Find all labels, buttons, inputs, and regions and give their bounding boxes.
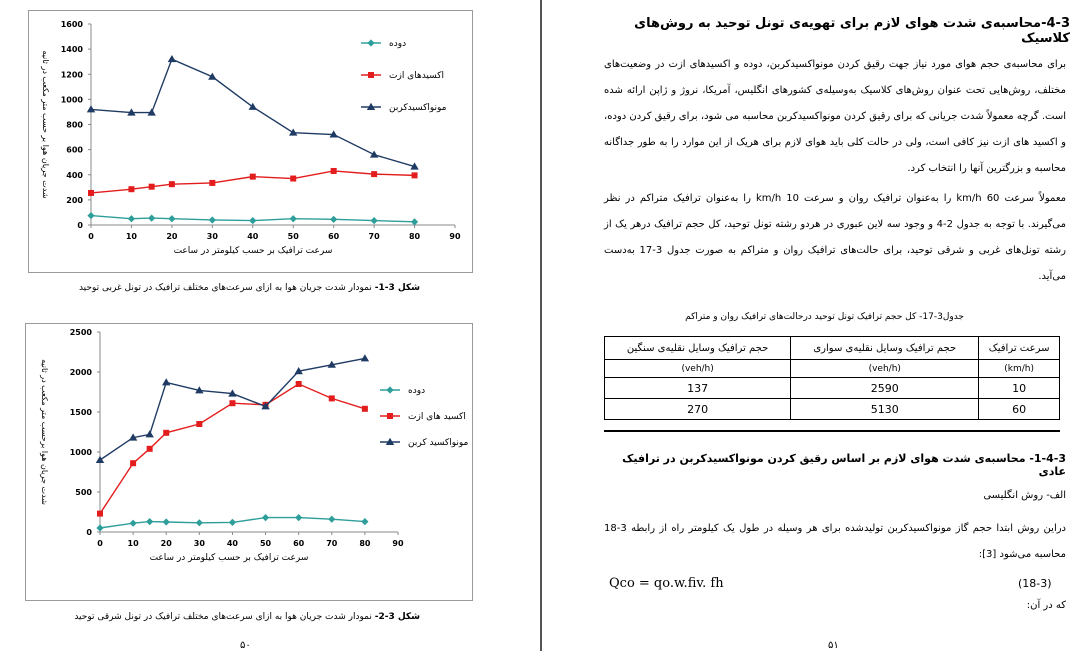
formula [609,576,724,591]
paragraph-3: دراین روش ابتدا حجم گاز مونواکسیدکربن تولیدشده برای هر وسیله در طول یک کیلومتر راه از رابطه 3-18 محاسبه می‌شود [3]: [604,523,1066,560]
data-point [209,180,215,186]
x-tick-label: 0 [97,539,103,548]
data-point [371,171,377,177]
figure-caption-2 [40,612,420,622]
data-point [412,172,418,178]
x-tick-label: 10 [127,539,139,548]
table-cell: 137 [605,378,791,399]
data-point [330,216,337,223]
x-axis-label: سرعت ترافیک بر حسب کیلومتر در ساعت [173,246,333,256]
data-point [328,516,335,523]
data-point [130,520,137,527]
y-tick-label: 200 [66,195,83,205]
paragraph-1: برای محاسبه‌ی حجم هوای مورد نیاز جهت رقیق کردن مونواکسیدکربن، دوده و اکسیدهای ازت در وضعیت‌های مختلف، روش‌هایی تحت عنوان روش‌های کلاسیک به‌وسیله‌ی کشورهای انگلیس، آمریکا، نروژ و ژاپن ارائه شده است. گرچه معمولاً شدت جریانی که برای رقیق کردن مونواکسیدکربن محاسبه می شود، برای رقیق کردن دوده، و اکسید های ازت نیز کافی است، ولی در حالت کلی باید هوای لازم برای هریک از این موارد را به طور جداگانه محاسبه و بزرگترین آنها را انتخاب کرد. [604,59,1066,174]
legend-label: مونواکسید کربن [408,438,469,448]
legend-label: دوده [408,386,426,396]
legend-label: اکسید های ازت [408,412,466,422]
data-point [361,354,369,361]
data-point [331,168,337,174]
table-header-cell: حجم ترافیک وسایل نقلیه‌ی سنگین [605,337,791,360]
data-point [196,421,202,427]
x-axis-label: سرعت ترافیک بر حسب کیلومتر در ساعت [149,553,309,563]
equation-number: (18-3) [1018,577,1052,590]
data-point [128,186,134,192]
data-point [87,212,94,219]
data-point [146,518,153,525]
x-tick-label: 20 [160,539,172,548]
data-point [361,518,368,525]
table-bottom-rule [604,430,1060,432]
data-point [96,524,103,531]
data-point [162,378,170,385]
table-header-cell: حجم ترافیک وسایل نقلیه‌ی سواری [791,337,979,360]
data-point [168,215,175,222]
data-point [148,214,155,221]
y-tick-label: 1600 [60,20,83,29]
y-tick-label: 400 [66,170,83,180]
data-point [362,406,368,412]
table-caption: جدول3-17- کل حجم ترافیک تونل توحید درحالت‌های ترافیک روان و متراکم [685,312,964,322]
data-point [229,519,236,526]
y-tick-label: 1200 [60,70,83,80]
x-tick-label: 50 [287,232,299,241]
data-point [130,460,136,466]
data-point [249,103,257,110]
y-tick-label: 1000 [69,448,92,457]
x-tick-label: 80 [408,232,421,241]
x-tick-label: 70 [326,539,338,548]
traffic-volume-table [604,336,1060,420]
data-point [88,190,94,196]
legend-marker [387,413,393,419]
table-row [605,399,1060,420]
data-point [290,176,296,182]
data-point [169,181,175,187]
table-unit-cell: (veh/h) [605,360,791,378]
x-tick-label: 40 [226,539,239,548]
data-point [145,430,153,437]
table-unit-cell: (veh/h) [791,360,979,378]
x-tick-label: 60 [328,232,340,241]
data-point [296,381,302,387]
data-point [196,519,203,526]
table-unit-cell: (km/h) [979,360,1060,378]
y-axis-label: شدت جریان هوا برحسب متر مکعب در ثانیه [40,359,49,505]
data-point [168,55,176,62]
data-point [262,514,269,521]
table-cell: 5130 [791,399,979,420]
y-tick-label: 0 [77,221,83,230]
y-tick-label: 600 [66,145,83,155]
data-point [370,150,378,157]
right-page [542,0,1078,651]
data-point [249,217,256,224]
left-page-number: ۵۰ [240,640,251,651]
y-tick-label: 1000 [60,95,83,105]
x-tick-label: 10 [125,232,138,241]
table-cell: 270 [605,399,791,420]
table-header-cell: سرعت ترافیک [979,337,1060,360]
figure-caption-1-label: شکل 3-1- [374,283,420,293]
method-label: الف- روش انگلیسی [983,490,1066,501]
table-header-row [605,337,1060,360]
figure-caption-1-text: نمودار شدت جریان هوا به ازای سرعت‌های مختلف ترافیک در تونل غربی توحید [78,283,375,293]
x-tick-label: 30 [206,232,218,241]
x-tick-label: 40 [247,232,259,241]
figure-caption-1 [40,283,420,293]
x-tick-label: 80 [359,539,371,548]
data-point [96,456,104,463]
x-tick-label: 90 [392,539,404,548]
chart-east-tunnel [25,323,473,601]
data-point [163,518,170,525]
legend-label: اکسیدهای ازت [389,71,444,81]
chart-east-tunnel-svg [26,324,472,600]
x-tick-label: 30 [193,539,205,548]
x-tick-label: 0 [88,232,94,241]
data-point [209,216,216,223]
table-unit-row [605,360,1060,378]
x-tick-label: 70 [368,232,380,241]
data-point [87,105,95,112]
figure-caption-2-label: شکل 3-2- [374,612,420,622]
legend-marker [368,72,374,78]
data-point [229,400,235,406]
table-row [605,378,1060,399]
y-tick-label: 2500 [69,328,92,337]
data-point [329,395,335,401]
x-tick-label: 20 [166,232,178,241]
data-point [290,215,297,222]
data-point [289,128,297,135]
series-line [100,358,365,460]
legend-marker [386,386,393,393]
y-tick-label: 500 [75,488,92,497]
legend-marker [367,39,374,46]
figure-caption-2-text: نمودار شدت جریان هوا به ازای سرعت‌های مختلف ترافیک در تونل شرقی توحید [74,612,375,622]
right-page-number: ۵۱ [828,640,839,651]
table-cell: 2590 [791,378,979,399]
y-tick-label: 0 [86,528,92,537]
subsection-heading: 1-4-3- محاسبه‌ی شدت هوای لازم بر اساس رقیق کردن مونواکسیدکربن در ترافیک عادی [622,452,1066,478]
y-axis-label: شدت جریان هوا بر حسب متر مکعب در ثانیه [41,50,50,199]
legend-label: دوده [389,39,407,49]
section-heading: 4-3-محاسبه‌ی شدت هوای لازم برای تهویه‌ی تونل توحید به روش‌های کلاسیک [634,16,1070,46]
data-point [97,511,103,517]
legend-label: مونواکسیدکربن [389,103,447,113]
where-label: که در آن: [1026,600,1066,611]
data-point [411,218,418,225]
y-tick-label: 1500 [69,408,92,417]
table-cell: 10 [979,378,1060,399]
data-point [128,215,135,222]
data-point [250,174,256,180]
data-point [147,446,153,452]
chart-west-tunnel [28,10,473,273]
paragraph-2: معمولاً سرعت 60 km/h را به‌عنوان ترافیک روان و سرعت 10 km/h را به‌عنوان ترافیک متراکم در نظر می‌گیرند. با توجه به جدول 2-4 و وجود سه لاین عبوری در هردو رشته تونل توحید، کل حجم ترافیک درهر یک از رشته تونل‌های غربی و شرقی توحید، برای حالت‌های ترافیک روان و متراکم به صورت جدول 3-17 به‌دست می‌آید. [604,193,1067,282]
data-point [149,184,155,190]
y-tick-label: 2000 [69,368,92,377]
formula-text: Qco = qo.w.fiv. fh [609,576,724,591]
x-tick-label: 50 [259,539,272,548]
y-tick-label: 1400 [60,45,83,55]
data-point [163,430,169,436]
x-tick-label: 90 [449,232,461,241]
table-cell: 60 [979,399,1060,420]
data-point [295,514,302,521]
x-tick-label: 60 [293,539,305,548]
y-tick-label: 800 [66,120,83,130]
chart-west-tunnel-svg [29,11,472,272]
data-point [371,217,378,224]
